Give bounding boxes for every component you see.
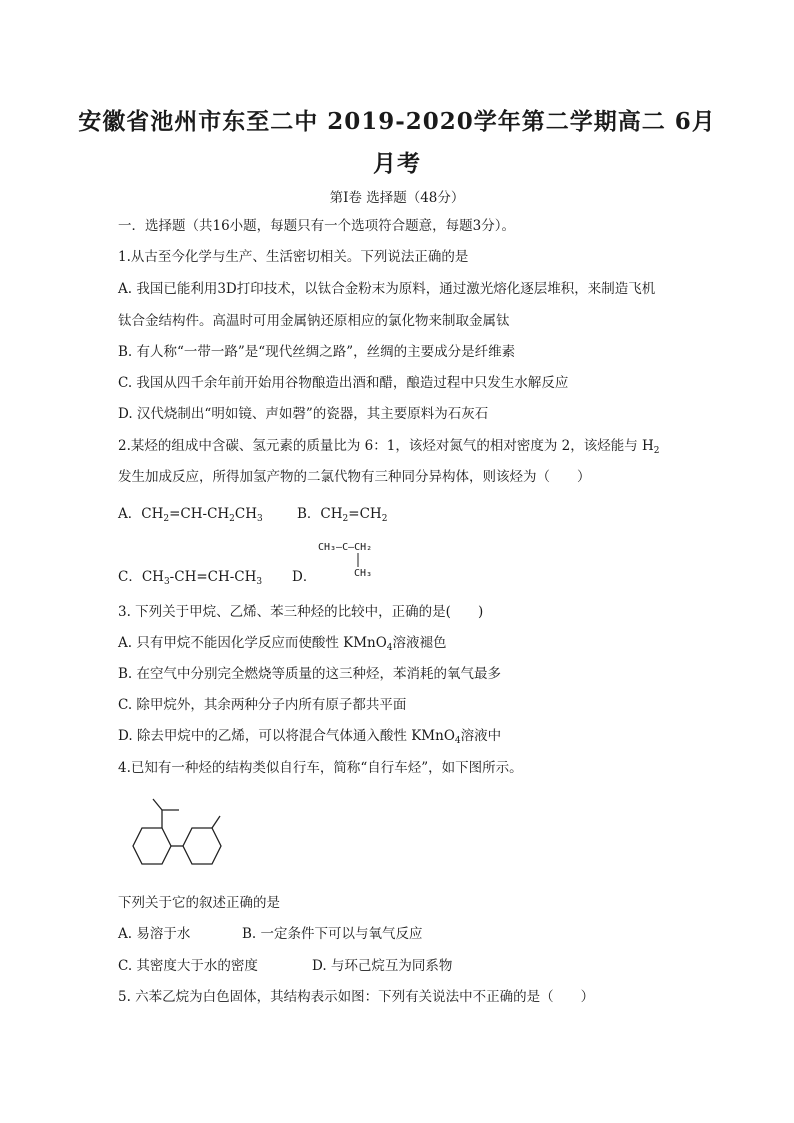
question-3-option-b: B. 在空气中分别完全燃烧等质量的这三种烃，苯消耗的氧气最多 [118, 666, 502, 682]
question-3-option-d: D. 除去甲烷中的乙烯，可以将混合气体通入酸性 KMnO$_4$溶液中 [118, 728, 502, 746]
question-2-option-b: B．$CH_2=CH_2$ [297, 506, 388, 524]
question-1-option-b: B. 有人称“一带一路”是“现代丝绸之路”，丝绸的主要成分是纤维素 [118, 344, 516, 360]
question-1-stem: 1.从古至今化学与生产、生活密切相关。下列说法正确的是 [118, 249, 469, 265]
question-2-option-c: C．$CH_3-CH=CH-CH_3$ [118, 569, 263, 587]
section-heading: 第Ⅰ卷 选择题（48分） [329, 190, 465, 206]
question-4-option-d: D. 与环己烷互为同系物 [312, 958, 453, 974]
bicycle-hydrocarbon-structure [118, 794, 238, 882]
question-4-stem: 4.已知有一种烃的结构类似自行车，简称“自行车烃”，如下图所示。 [118, 760, 523, 776]
question-1-option-c: C. 我国从四千余年前开始用谷物酿造出酒和醋，酿造过程中只发生水解反应 [118, 375, 569, 391]
question-2-option-d-structure-branch: CH₃ [354, 568, 373, 579]
question-4-prompt: 下列关于它的叙述正确的是 [118, 895, 280, 911]
question-2-option-a: A．$CH_2=CH-CH_2CH_3$ [118, 506, 263, 524]
page-title-continued: 月考 [373, 150, 421, 177]
question-4-option-b: B. 一定条件下可以与氧气反应 [242, 926, 423, 942]
question-2-option-d-structure: CH₃—C—CH₂ [318, 542, 373, 553]
question-3-stem: 3. 下列关于甲烷、乙烯、苯三种烃的比较中，正确的是( ) [118, 604, 484, 620]
question-2-option-d-label: D． [292, 569, 317, 585]
page-title: 安徽省池州市东至二中 2019-2020学年第二学期高二 6月 [78, 108, 716, 135]
question-2-stem: 2.某烃的组成中含碳、氢元素的质量比为 6：1，该烃对氮气的相对密度为 2，该烃能与 $H_2$ [118, 438, 660, 456]
part-heading: 一．选择题（共16小题，每题只有一个选项符合题意，每题3分）。 [118, 218, 516, 234]
question-2-stem-cont: 发生加成反应，所得加氢产物的二氯代物有三种同分异构体，则该烃为（ ） [118, 469, 591, 485]
question-3-option-c: C. 除甲烷外，其余两种分子内所有原子都共平面 [118, 697, 407, 713]
question-1-option-a: A. 我国已能利用3D打印技术，以钛合金粉末为原料，通过激光熔化逐层堆积，来制造飞机 [118, 281, 656, 297]
question-1-option-d: D. 汉代烧制出“明如镜、声如磬”的瓷器，其主要原料为石灰石 [118, 406, 489, 422]
question-1-option-a-cont: 钛合金结构件。高温时可用金属钠还原相应的氯化物来制取金属钛 [118, 313, 510, 329]
question-5-stem: 5. 六苯乙烷为白色固体，其结构表示如图：下列有关说法中不正确的是（ ） [118, 989, 595, 1005]
question-3-option-a: A. 只有甲烷不能因化学反应而使酸性 KMnO$_4$溶液褪色 [118, 635, 447, 653]
question-4-option-c: C. 其密度大于水的密度 [118, 958, 258, 974]
question-4-option-a: A. 易溶于水 [118, 926, 191, 942]
